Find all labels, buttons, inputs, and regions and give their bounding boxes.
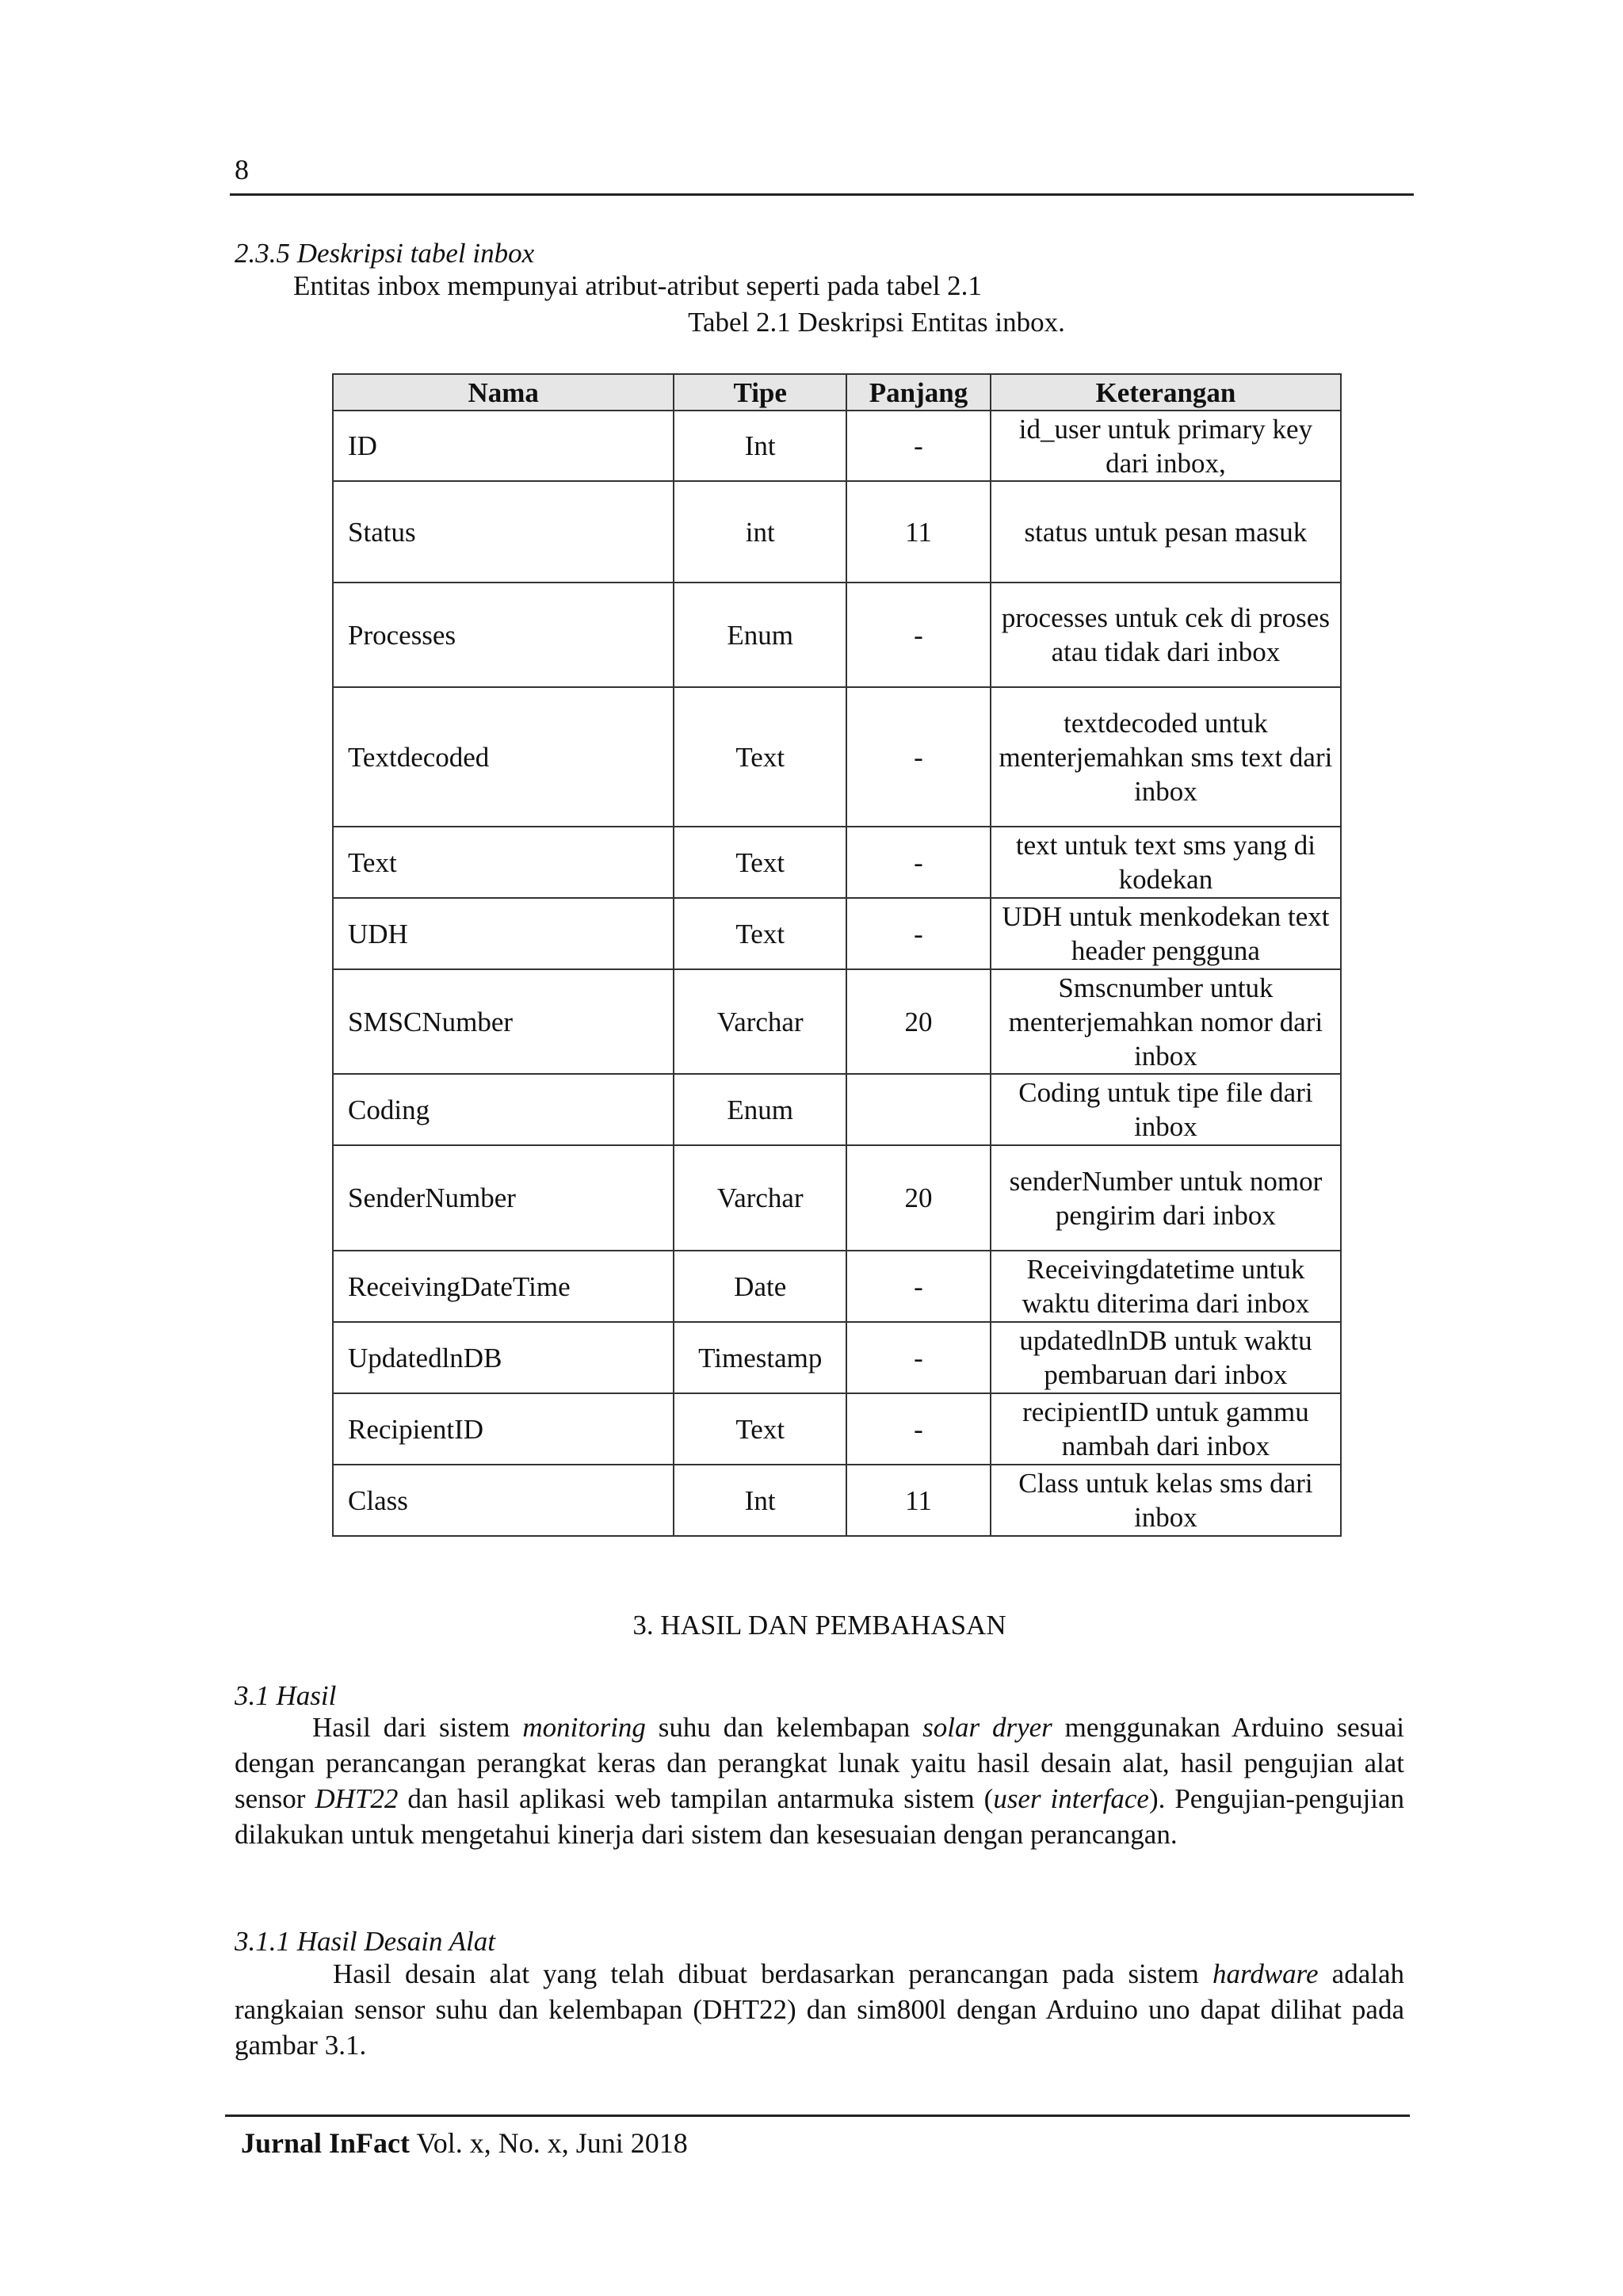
cell-name: Textdecoded: [333, 687, 674, 827]
section-heading-2-3-5: 2.3.5 Deskripsi tabel inbox: [235, 238, 535, 269]
cell-name: RecipientID: [333, 1393, 674, 1465]
cell-name: UDH: [333, 898, 674, 969]
cell-name: SenderNumber: [333, 1145, 674, 1251]
table-row: [333, 481, 1341, 583]
section-heading-3-1: 3.1 Hasil: [235, 1680, 337, 1711]
table-row: [333, 1393, 1341, 1465]
cell-desc: updatedlnDB untuk waktu pembaruan dari inbox: [991, 1322, 1341, 1393]
cell-length: -: [846, 411, 991, 481]
cell-type: Text: [674, 827, 846, 898]
cell-type: Int: [674, 1465, 846, 1536]
cell-type: Timestamp: [674, 1322, 846, 1393]
cell-name: Processes: [333, 583, 674, 687]
cell-desc: text untuk text sms yang di kodekan: [991, 827, 1341, 898]
cell-length: -: [846, 1393, 991, 1465]
cell-type: Text: [674, 687, 846, 827]
table-row: [333, 1145, 1341, 1251]
cell-desc: recipientID untuk gammu nambah dari inbox: [991, 1393, 1341, 1465]
footer-rule: [225, 2115, 1410, 2117]
table-row: [333, 1465, 1341, 1536]
cell-type: int: [674, 481, 846, 583]
table-caption: Tabel 2.1 Deskripsi Entitas inbox.: [688, 307, 1065, 338]
col-header-tipe: Tipe: [674, 374, 846, 411]
cell-name: ReceivingDateTime: [333, 1251, 674, 1322]
cell-length: -: [846, 898, 991, 969]
section-heading-3: 3. HASIL DAN PEMBAHASAN: [632, 1610, 1006, 1641]
cell-name: UpdatedlnDB: [333, 1322, 674, 1393]
cell-name: SMSCNumber: [333, 969, 674, 1074]
cell-desc: Receivingdatetime untuk waktu diterima dari inbox: [991, 1251, 1341, 1322]
cell-length: -: [846, 583, 991, 687]
table-row: [333, 411, 1341, 481]
table-row: [333, 969, 1341, 1074]
section-intro: Entitas inbox mempunyai atribut-atribut seperti pada tabel 2.1: [293, 270, 982, 301]
cell-length: [846, 1074, 991, 1145]
cell-desc: id_user untuk primary key dari inbox,: [991, 411, 1341, 481]
entity-inbox-table: [332, 373, 1342, 1537]
cell-name: Status: [333, 481, 674, 583]
cell-desc: Smscnumber untuk menterjemahkan nomor dari inbox: [991, 969, 1341, 1074]
cell-type: Text: [674, 898, 846, 969]
col-header-panjang: Panjang: [846, 374, 991, 411]
table-row: [333, 687, 1341, 827]
header-rule: [230, 193, 1414, 196]
cell-desc: senderNumber untuk nomor pengirim dari inbox: [991, 1145, 1341, 1251]
cell-desc: UDH untuk menkodekan text header pengguna: [991, 898, 1341, 969]
cell-desc: processes untuk cek di proses atau tidak dari inbox: [991, 583, 1341, 687]
cell-type: Text: [674, 1393, 846, 1465]
table-row: [333, 1322, 1341, 1393]
table-row: [333, 827, 1341, 898]
cell-type: Enum: [674, 583, 846, 687]
cell-desc: textdecoded untuk menterjemahkan sms text dari inbox: [991, 687, 1341, 827]
cell-type: Date: [674, 1251, 846, 1322]
table-row: [333, 1074, 1341, 1145]
cell-length: 20: [846, 1145, 991, 1251]
cell-type: Varchar: [674, 1145, 846, 1251]
cell-length: -: [846, 1322, 991, 1393]
cell-desc: Class untuk kelas sms dari inbox: [991, 1465, 1341, 1536]
cell-type: Enum: [674, 1074, 846, 1145]
cell-desc: Coding untuk tipe file dari inbox: [991, 1074, 1341, 1145]
col-header-nama: Nama: [333, 374, 674, 411]
cell-length: -: [846, 1251, 991, 1322]
cell-name: ID: [333, 411, 674, 481]
section-heading-3-1-1: 3.1.1 Hasil Desain Alat: [235, 1926, 495, 1957]
cell-desc: status untuk pesan masuk: [991, 481, 1341, 583]
paragraph-hasil: Hasil dari sistem monitoring suhu dan kelembapan solar dryer menggunakan Arduino sesuai dengan perancangan perangkat keras dan perangkat lunak yaitu hasil desain alat, hasil pengujian alat sensor DHT22 dan hasil aplikasi web tampilan antarmuka sistem (user interface). Pengujian-pengujian dilakukan untuk mengetahui kinerja dari sistem dan kesesuaian dengan perancangan.: [235, 1712, 1405, 1850]
page-number: 8: [235, 154, 249, 185]
cell-name: Coding: [333, 1074, 674, 1145]
cell-length: 20: [846, 969, 991, 1074]
table-row: [333, 898, 1341, 969]
cell-type: Varchar: [674, 969, 846, 1074]
cell-length: 11: [846, 1465, 991, 1536]
table-header-row: [333, 374, 1341, 411]
cell-name: Text: [333, 827, 674, 898]
cell-length: -: [846, 687, 991, 827]
table-row: [333, 1251, 1341, 1322]
journal-footer: Jurnal InFact Vol. x, No. x, Juni 2018: [241, 2127, 688, 2159]
cell-length: -: [846, 827, 991, 898]
table-row: [333, 583, 1341, 687]
cell-name: Class: [333, 1465, 674, 1536]
cell-length: 11: [846, 481, 991, 583]
cell-type: Int: [674, 411, 846, 481]
col-header-keterangan: Keterangan: [991, 374, 1341, 411]
paragraph-hasil-desain-alat: Hasil desain alat yang telah dibuat berdasarkan perancangan pada sistem hardware adalah rangkaian sensor suhu dan kelembapan (DHT22) dan sim800l dengan Arduino uno dapat dilihat pada gambar 3.1.: [235, 1958, 1404, 2061]
